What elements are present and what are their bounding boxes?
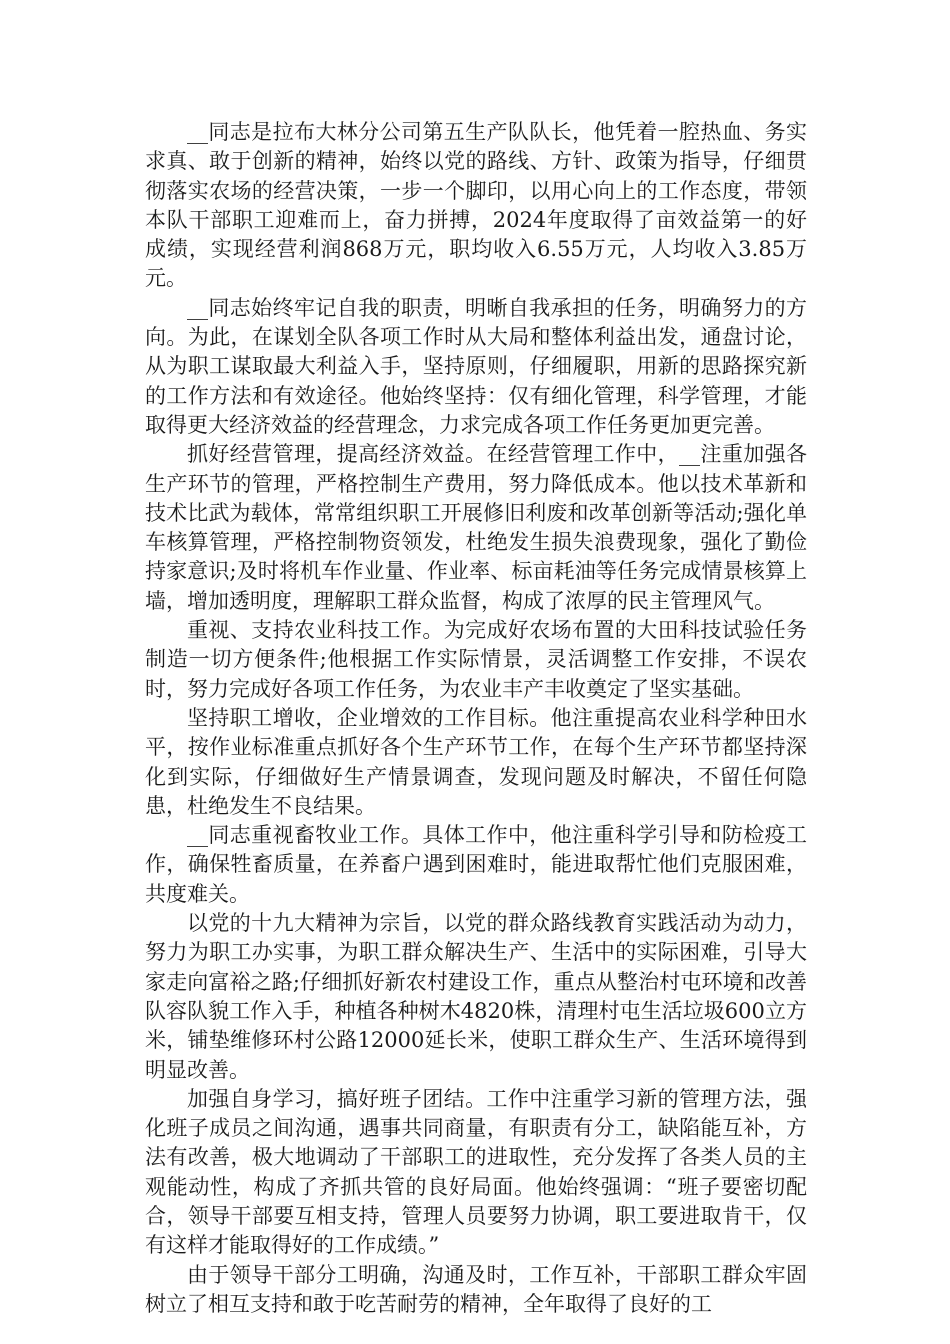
paragraph-9: 由于领导干部分工明确，沟通及时，工作互补，干部职工群众牢固树立了相互支持和敢于吃苦耐劳的精神，全年取得了良好的工: [145, 1262, 807, 1316]
paragraph-2: __同志始终牢记自我的职责，明晰自我承担的任务，明确努力的方向。为此，在谋划全队各项工作时从大局和整体利益出发，通盘讨论，从为职工谋取最大利益入手，坚持原则，仔细履职，用新的思路探究新的工作方法和有效途径。他始终坚持：仅有细化管理，科学管理，才能取得更大经济效益的经营理念，力求完成各项工作任务更加更完善。: [145, 295, 807, 437]
paragraph-4: 重视、支持农业科技工作。为完成好农场布置的大田科技试验任务制造一切方便条件;他根据工作实际情景，灵活调整工作安排，不误农时，努力完成好各项工作任务，为农业丰产丰收奠定了坚实基础。: [145, 618, 807, 701]
paragraph-3: 抓好经营管理，提高经济效益。在经营管理工作中，__注重加强各生产环节的管理，严格控制生产费用，努力降低成本。他以技术革新和技术比武为载体，常常组织职工开展修旧利废和改革创新等活动;强化单车核算管理，严格控制物资领发，杜绝发生损失浪费现象，强化了勤俭持家意识;及时将机车作业量、作业率、标亩耗油等任务完成情景核算上墙，增加透明度，理解职工群众监督，构成了浓厚的民主管理风气。: [145, 442, 807, 613]
paragraph-8: 加强自身学习，搞好班子团结。工作中注重学习新的管理方法，强化班子成员之间沟通，遇事共同商量，有职责有分工，缺陷能互补，方法有改善，极大地调动了干部职工的进取性，充分发挥了各类人员的主观能动性，构成了齐抓共管的良好局面。他始终强调：“班子要密切配合，领导干部要互相支持，管理人员要努力协调，职工要进取肯干，仅有这样才能取得好的工作成绩。”: [145, 1086, 807, 1258]
paragraph-1: __同志是拉布大林分公司第五生产队队长，他凭着一腔热血、务实求真、敢于创新的精神，始终以党的路线、方针、政策为指导，仔细贯彻落实农场的经营决策，一步一个脚印，以用心向上的工作态度，带领本队干部职工迎难而上，奋力拼搏，2024年度取得了亩效益第一的好成绩，实现经营利润868万元，职均收入6.55万元，人均收入3.85万元。: [145, 120, 807, 291]
paragraph-7: 以党的十九大精神为宗旨，以党的群众路线教育实践活动为动力，努力为职工办实事，为职工群众解决生产、生活中的实际困难，引导大家走向富裕之路;仔细抓好新农村建设工作，重点从整治村屯环境和改善队容队貌工作入手，种植各种树木4820株，清理村屯生活垃圾600立方米，铺垫维修环村公路12000延长米，使职工群众生产、生活环境得到明显改善。: [145, 911, 807, 1082]
document-body: [145, 118, 807, 1319]
paragraph-6: __同志重视畜牧业工作。具体工作中，他注重科学引导和防检疫工作，确保牲畜质量，在养畜户遇到困难时，能进取帮忙他们克服困难，共度难关。: [145, 823, 807, 906]
paragraph-5: 坚持职工增收，企业增效的工作目标。他注重提高农业科学种田水平，按作业标准重点抓好各个生产环节工作，在每个生产环节都坚持深化到实际，仔细做好生产情景调查，发现问题及时解决，不留任何隐患，杜绝发生不良结果。: [145, 705, 807, 818]
